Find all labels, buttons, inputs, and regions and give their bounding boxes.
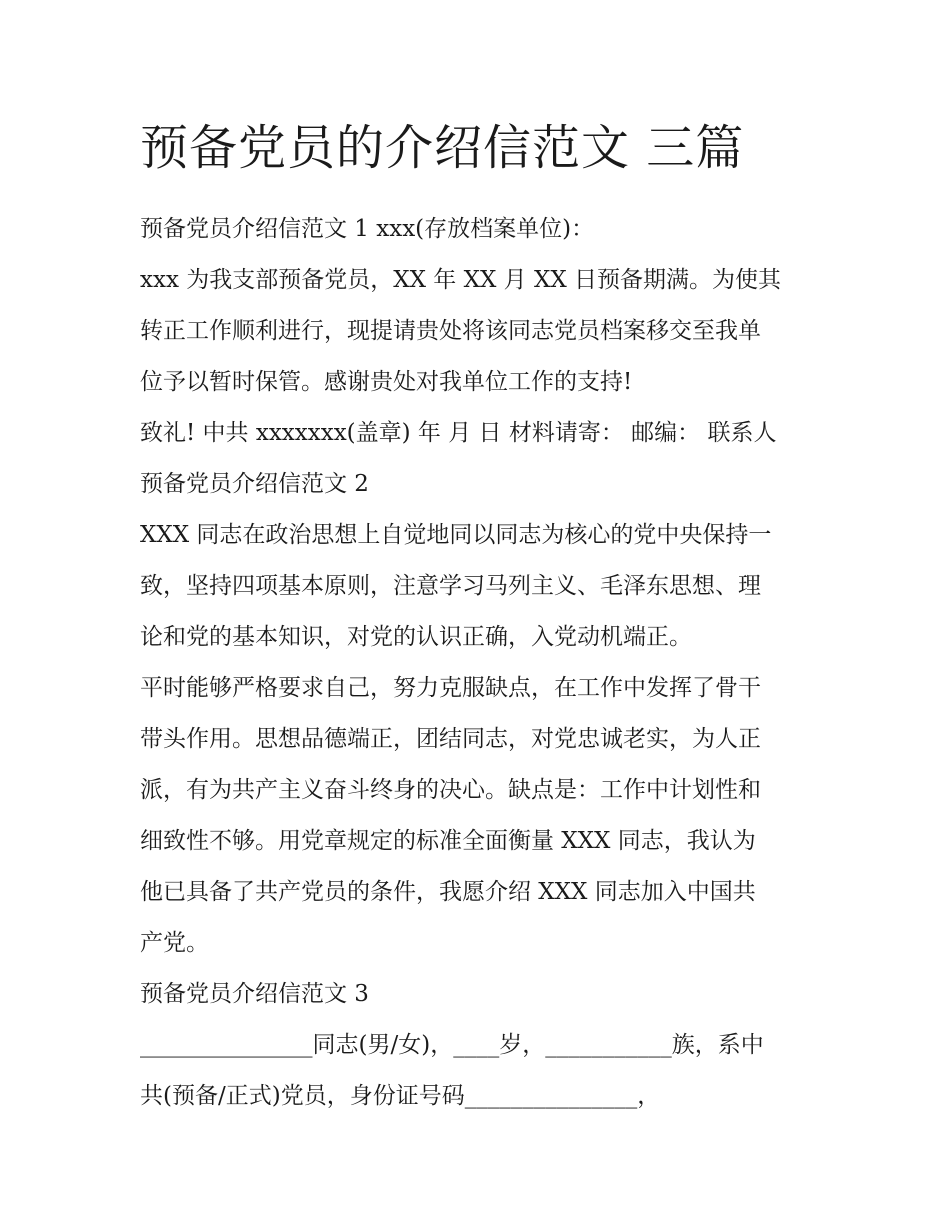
body-line: 致礼! 中共 xxxxxxx(盖章) 年 月 日 材料请寄： 邮编： 联系人 [140,420,777,446]
document-page [140,112,820,1122]
section-heading: 预备党员介绍信范文 3 [140,981,369,1007]
body-line: XXX 同志在政治思想上自觉地同以同志为核心的党中央保持一 [140,522,772,548]
body-line: 带头作用。思想品德端正，团结同志，对党忠诚老实，为人正 [140,726,761,752]
body-line: 派，有为共产主义奋斗终身的决心。缺点是：工作中计划性和 [140,777,761,803]
body-line: 产党。 [140,930,209,956]
body-line: 位予以暂时保管。感谢贵处对我单位工作的支持! [140,369,633,395]
body-line: 他已具备了共产党员的条件，我愿介绍 XXX 同志加入中国共 [140,879,756,905]
body-line: xxx 为我支部预备党员，XX 年 XX 月 XX 日预备期满。为使其 [140,267,782,293]
body-line: 致，坚持四项基本原则，注意学习马列主义、毛泽东思想、理 [140,573,761,599]
form-line: _______________同志(男/女)，____岁，___________族，系中 [140,1032,764,1058]
document-title: 预备党员的介绍信范文 三篇 [140,120,745,176]
body-line: 预备党员介绍信范文 1 xxx(存放档案单位)： [140,216,595,242]
document-body [140,204,820,1122]
body-line: 转正工作顺利进行，现提请贵处将该同志党员档案移交至我单 [140,318,761,344]
form-line: 共(预备/正式)党员，身份证号码_______________， [140,1083,661,1109]
body-line: 平时能够严格要求自己，努力克服缺点，在工作中发挥了骨干 [140,675,761,701]
body-line: 论和党的基本知识，对党的认识正确，入党动机端正。 [140,624,692,650]
section-heading: 预备党员介绍信范文 2 [140,471,369,497]
body-line: 细致性不够。用党章规定的标准全面衡量 XXX 同志，我认为 [140,828,756,854]
